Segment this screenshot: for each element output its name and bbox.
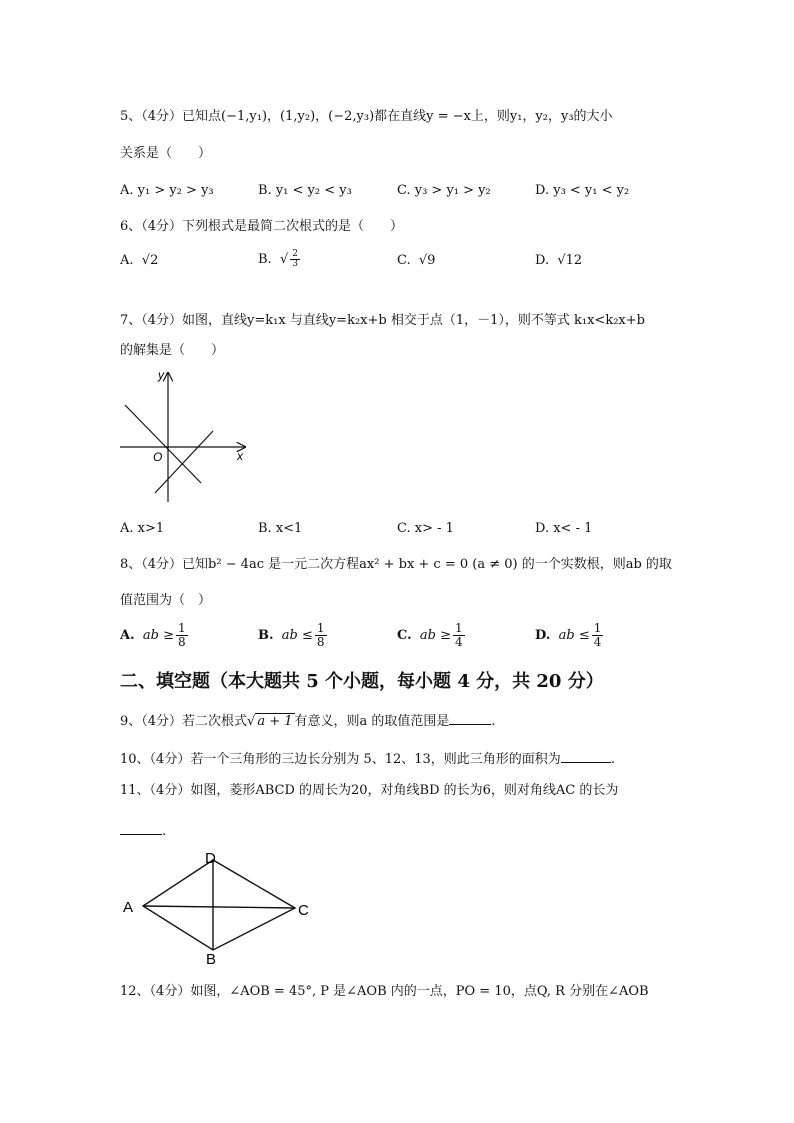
vertex-d-label: D [205,850,216,867]
q5-option-a: A. y₁ > y₂ > y₃ [120,183,214,198]
diagonal-ac [143,906,295,908]
q8-line1: 8、（4分）已知b² − 4ac 是一元二次方程ax² + bx + c = 0 (a ≠ 0) 的一个实数根，则ab 的取 [120,557,672,572]
q5-option-b: B. y₁ < y₂ < y₃ [258,183,352,198]
vertex-b-label: B [206,951,217,968]
q6-line1: 6、（4分）下列根式是最简二次根式的是（ ） [120,219,404,234]
q12-line1: 12、（4分）如图，∠AOB = 45°, P 是∠AOB 内的一点，PO = 10，点Q, R 分别在∠AOB [120,984,649,999]
q11-rhombus-figure [115,848,325,968]
q11-line2: . [120,820,166,841]
q7-option-b: B. x<1 [258,521,303,536]
q5-option-d: D. y₃ < y₁ < y₂ [535,183,630,198]
q5-line1: 5、（4分）已知点(−1,y₁)，(1,y₂)，(−2,y₃)都在直线y = −x上，则y₁，y₂，y₃的大小 [120,109,613,124]
q8-option-b: B. ab ≤ $\frac{1}{8}$ [258,621,325,649]
q11-answer-blank[interactable] [120,820,162,835]
line-k2x-plus-b [155,431,213,493]
q6-option-b: B. √ $\frac{2}{3}$ [258,249,298,269]
q6-option-c: C. √9 [397,253,436,268]
q8-option-a: A. ab ≥ $\frac{1}{8}$ [120,621,186,649]
vertex-a-label: A [123,899,134,916]
q8-option-c: C. ab ≥ $\frac{1}{4}$ [397,621,463,649]
q6-option-a: A. √2 [120,253,159,268]
q7-graph [115,365,255,505]
q7-option-d: D. x< - 1 [535,521,593,536]
vertex-c-label: C [298,902,309,919]
q7-line2: 的解集是（ ） [120,343,225,358]
origin-label: O [153,450,163,464]
q5-line2: 关系是（ ） [120,146,212,161]
q6-option-d: D. √12 [535,253,583,268]
y-axis-label: y [158,368,164,382]
q9-line: 9、（4分）若二次根式√ a + 1 有意义，则a 的取值范围是 . [120,710,496,731]
q7-option-a: A. x>1 [120,521,165,536]
q8-option-d: D. ab ≤ $\frac{1}{4}$ [535,621,602,649]
q11-line1: 11、（4分）如图，菱形ABCD 的周长为20，对角线BD 的长为6，则对角线AC 的长为 [120,783,619,798]
x-axis-label: x [237,449,243,463]
q9-answer-blank[interactable] [449,710,491,725]
section-2-heading: 二、填空题（本大题共 5 个小题，每小题 4 分，共 20 分） [120,671,604,692]
q10-answer-blank[interactable] [561,748,611,763]
q7-line1: 7、（4分）如图，直线y=k₁x 与直线y=k₂x+b 相交于点（1，－1），则不等式 k₁x<k₂x+b [120,313,645,328]
q8-line2: 值范围为（ ） [120,593,212,608]
q10-line: 10、（4分）若一个三角形的三边长分别为 5、12、13，则此三角形的面积为 . [120,748,615,769]
q5-option-c: C. y₃ > y₁ > y₂ [397,183,491,198]
line-k1x [125,405,201,483]
rhombus-abcd [143,860,295,950]
q7-option-c: C. x> - 1 [397,521,454,536]
